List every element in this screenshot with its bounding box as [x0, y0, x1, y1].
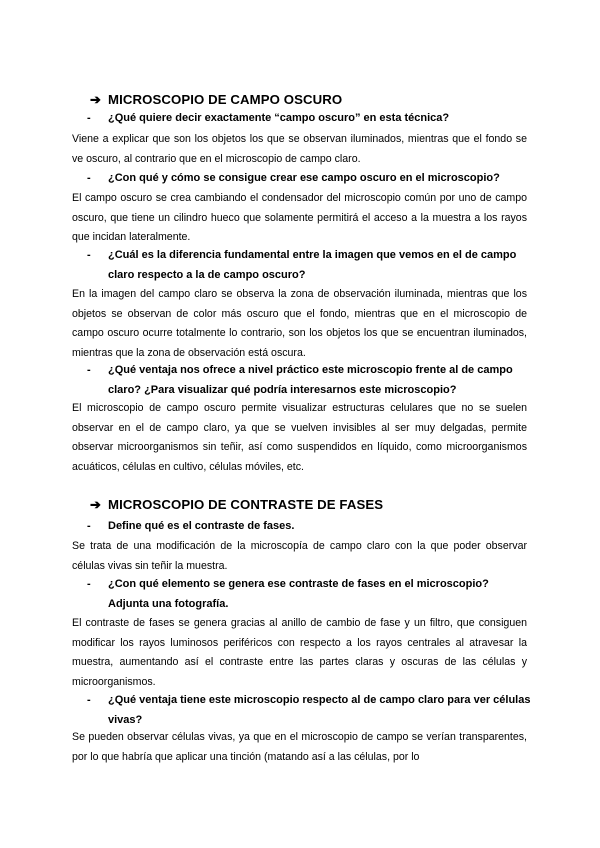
answer-paragraph: En la imagen del campo claro se observa la zona de observación iluminada, mientras que los objetos se observan de color más oscuro que el fondo, mientras que en el microscopio de campo oscuro ocurre totalmente lo contrario, son los objetos los que se encuentran iluminados, mientras que la zona de observación está oscura.	[72, 288, 527, 359]
bullet-dash-icon: -	[87, 364, 91, 376]
question-text: ¿Con qué elemento se genera ese contraste de fases en el microscopio? Adjunta una fotografía.	[108, 578, 489, 610]
bullet-dash-icon: -	[87, 520, 91, 532]
bullet-dash-icon: -	[87, 112, 91, 124]
question-item	[87, 690, 532, 730]
section-heading-text: MICROSCOPIO DE CAMPO OSCURO	[108, 92, 343, 107]
answer-paragraph: Se trata de una modificación de la microscopía de campo claro con la que poder observar células vivas sin teñir la muestra.	[72, 540, 527, 572]
section-heading-dark-field	[90, 92, 342, 108]
arrow-icon: ➔	[90, 497, 102, 512]
answer-paragraph: Se pueden observar células vivas, ya que en el microscopio de campo se verían transparentes, por lo que habría que aplicar una tinción (matando así a las células, por lo	[72, 731, 527, 763]
bullet-dash-icon: -	[87, 578, 91, 590]
answer-paragraph: El microscopio de campo oscuro permite visualizar estructuras celulares que no se suelen observar en el de campo claro, ya que se vuelven invisibles al ser muy delgadas, permite observar microorganismos sin teñir, así como suspendidos en líquido, como microorganismos acuáticos, células en cultivo, células móviles, etc.	[72, 402, 527, 473]
answer-paragraph: El contraste de fases se genera gracias al anillo de cambio de fase y un filtro, que consiguen modificar los rayos luminosos periféricos con respecto a los rayos centrales al atravesar la muestra, aumentando así el contraste entre las partes claras y oscuras de las células y microorganismos.	[72, 617, 527, 688]
question-text: ¿Con qué y cómo se consigue crear ese campo oscuro en el microscopio?	[108, 172, 500, 184]
answer-paragraph: El campo oscuro se crea cambiando el condensador del microscopio común por uno de campo oscuro, que tiene un cilindro hueco que solamente permitirá el acceso a la muestra a los rayos que incidan lateralmente.	[72, 192, 527, 243]
question-item	[87, 360, 532, 400]
bullet-dash-icon: -	[87, 172, 91, 184]
arrow-icon: ➔	[90, 92, 102, 107]
question-item	[87, 108, 532, 128]
bullet-dash-icon: -	[87, 249, 91, 261]
question-text: ¿Cuál es la diferencia fundamental entre la imagen que vemos en el de campo claro respecto a la de campo oscuro?	[108, 249, 517, 281]
question-item	[87, 245, 532, 285]
section-heading-text: MICROSCOPIO DE CONTRASTE DE FASES	[108, 497, 384, 512]
question-item	[87, 516, 532, 536]
question-text: ¿Qué ventaja nos ofrece a nivel práctico este microscopio frente al de campo claro? ¿Para visualizar qué podría interesarnos este microscopio?	[108, 364, 513, 396]
question-item	[87, 574, 532, 614]
question-item	[87, 168, 532, 188]
question-text: ¿Qué ventaja tiene este microscopio respecto al de campo claro para ver células vivas?	[108, 694, 531, 726]
section-heading-phase-contrast	[90, 497, 383, 513]
answer-paragraph: Viene a explicar que son los objetos los que se observan iluminados, mientras que el fondo se ve oscuro, al contrario que en el microscopio de campo claro.	[72, 133, 527, 165]
bullet-dash-icon: -	[87, 694, 91, 706]
question-text: ¿Qué quiere decir exactamente “campo oscuro” en esta técnica?	[108, 112, 450, 124]
question-text: Define qué es el contraste de fases.	[108, 520, 295, 532]
